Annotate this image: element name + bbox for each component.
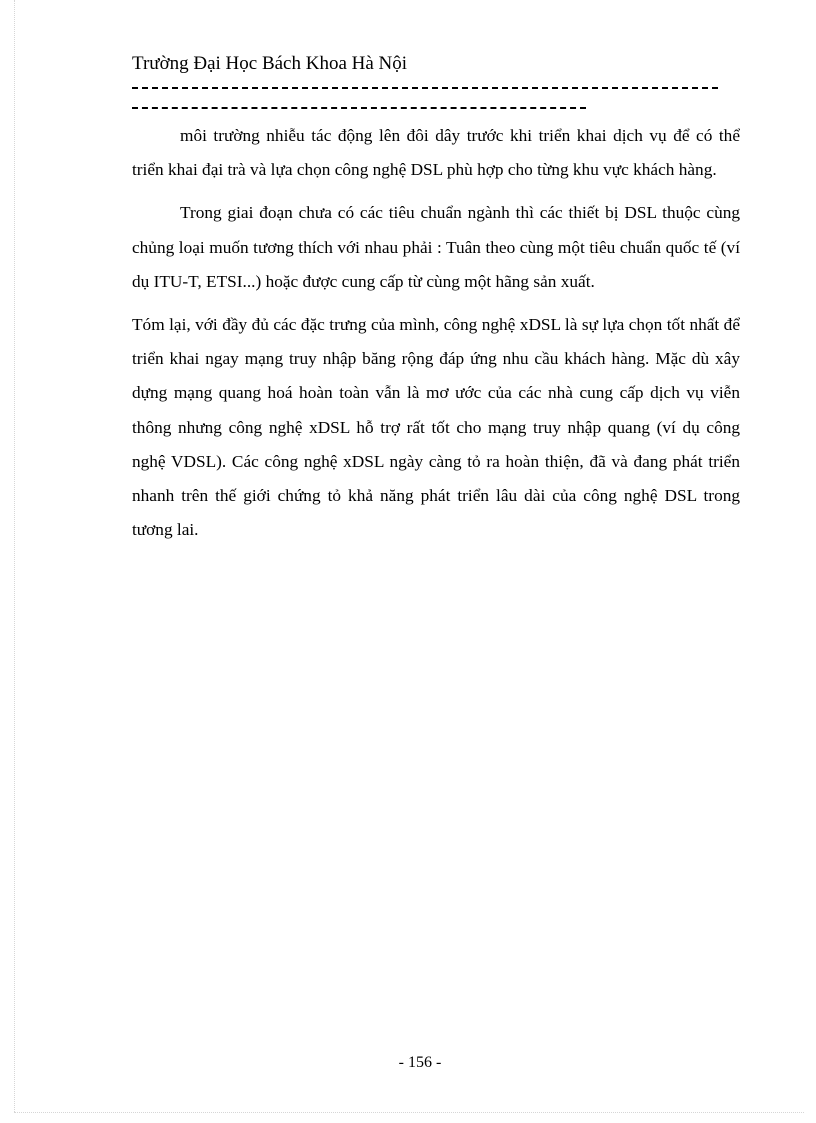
page-border-left — [14, 0, 15, 1112]
paragraph-conclusion: Tóm lại, với đầy đủ các đặc trưng của mình, công nghệ xDSL là sự lựa chọn tốt nhất để triển khai ngay mạng truy nhập băng rộng đáp ứng nhu cầu khách hàng. Mặc dù xây dựng mạng quang hoá hoàn toàn vẫn là mơ ước của các nhà cung cấp dịch vụ viễn thông nhưng công nghệ xDSL hỗ trợ rất tốt cho mạng truy nhập quang (ví dụ công nghệ VDSL). Các công nghệ xDSL ngày càng tỏ ra hoàn thiện, đã và đang phát triển nhanh trên thế giới chứng tỏ khả năng phát triển lâu dài của công nghệ DSL trong tương lai. — [132, 315, 740, 540]
page-border-bottom — [14, 1112, 804, 1113]
header-title: Trường Đại Học Bách Khoa Hà Nội — [132, 53, 408, 74]
header-dashed-rule — [132, 87, 718, 89]
page-number: - 156 - — [398, 1054, 442, 1071]
paragraph-environment-testing: môi trường nhiễu tác động lên đôi dây trước khi triển khai dịch vụ để có thể triển khai đại trà và lựa chọn công nghệ DSL phù hợp cho từng khu vực khách hàng. — [132, 126, 740, 180]
body-text — [132, 119, 740, 556]
paragraph-compatibility-standards: Trong giai đoạn chưa có các tiêu chuẩn ngành thì các thiết bị DSL thuộc cùng chủng loại muốn tương thích với nhau phải : Tuân theo cùng một tiêu chuẩn quốc tế (ví dụ ITU-T, ETSI...) hoặc được cung cấp từ cùng một hãng sản xuất. — [132, 203, 740, 291]
header-dashed-rule-continuation — [132, 107, 586, 109]
